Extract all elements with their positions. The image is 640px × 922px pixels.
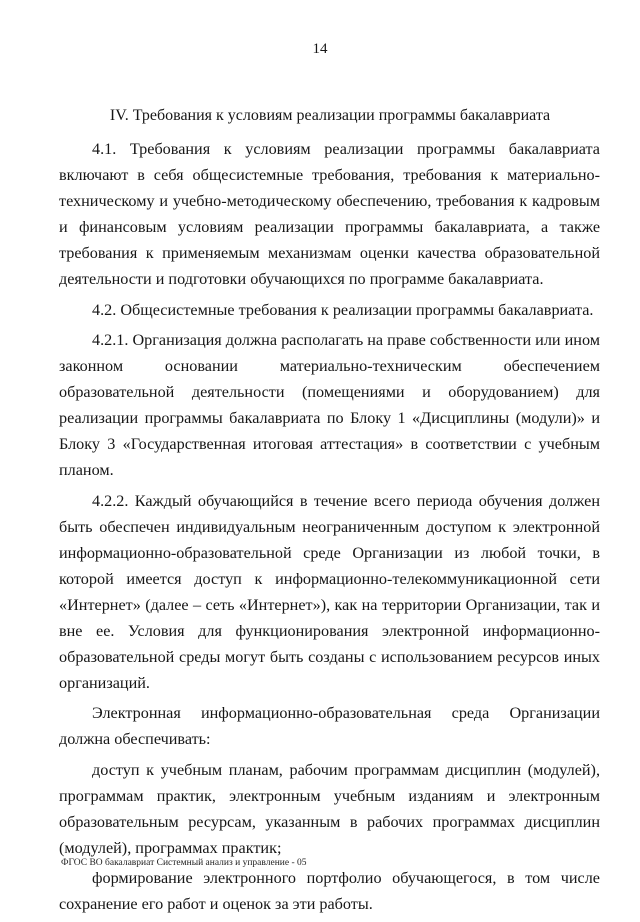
- page-number: 14: [312, 41, 328, 57]
- paragraph-4-1: 4.1. Требования к условиям реализации программы бакалавриата включают в себя общесистемные требования, требования к материально-техническому и учебно-методическому обеспечению, требования к кадровым и финансовым условиям реализации программы бакалавриата, а также требования к применяемым механизмам оценки качества образовательной деятельности и подготовки обучающихся по программе бакалавриата.: [59, 140, 600, 288]
- footer: ФГОС ВО бакалавриат Системный анализ и управление - 05: [61, 858, 307, 868]
- paragraph-4-2: 4.2. Общесистемные требования к реализации программы бакалавриата.: [92, 300, 594, 319]
- section-title: IV. Требования к условиям реализации программы бакалавриата: [109, 107, 551, 124]
- body-text: [59, 136, 600, 922]
- paragraph-4-2-2: 4.2.2. Каждый обучающийся в течение всего периода обучения должен быть обеспечен индивидуальным неограниченным доступом к электронной информационно-образовательной среде Организации из любой точки, в которой имеется доступ к информационно-телекоммуникационной сети «Интернет» (далее – сеть «Интернет»), как на территории Организации, так и вне ее. Условия для функционирования электронной информационно-образовательной среды могут быть созданы с использованием ресурсов иных организаций.: [59, 491, 600, 692]
- paragraph-eios-intro: Электронная информационно-образовательная среда Организации должна обеспечивать:: [59, 704, 600, 748]
- paragraph-4-2-1: 4.2.1. Организация должна располагать на праве собственности или ином законном основании материально-техническим обеспечением образовательной деятельности (помещениями и оборудованием) для реализации программы бакалавриата по Блоку 1 «Дисциплины (модули)» и Блоку 3 «Государственная итоговая аттестация» в соответствии с учебным планом.: [59, 331, 600, 479]
- paragraph-eios-portfolio: формирование электронного портфолио обучающегося, в том числе сохранение его работ и оценок за эти работы.: [59, 869, 600, 913]
- paragraph-eios-access: доступ к учебным планам, рабочим программам дисциплин (модулей), программам практик, электронным учебным изданиям и электронным образовательным ресурсам, указанным в рабочих программах дисциплин (модулей), программах практик;: [59, 760, 600, 857]
